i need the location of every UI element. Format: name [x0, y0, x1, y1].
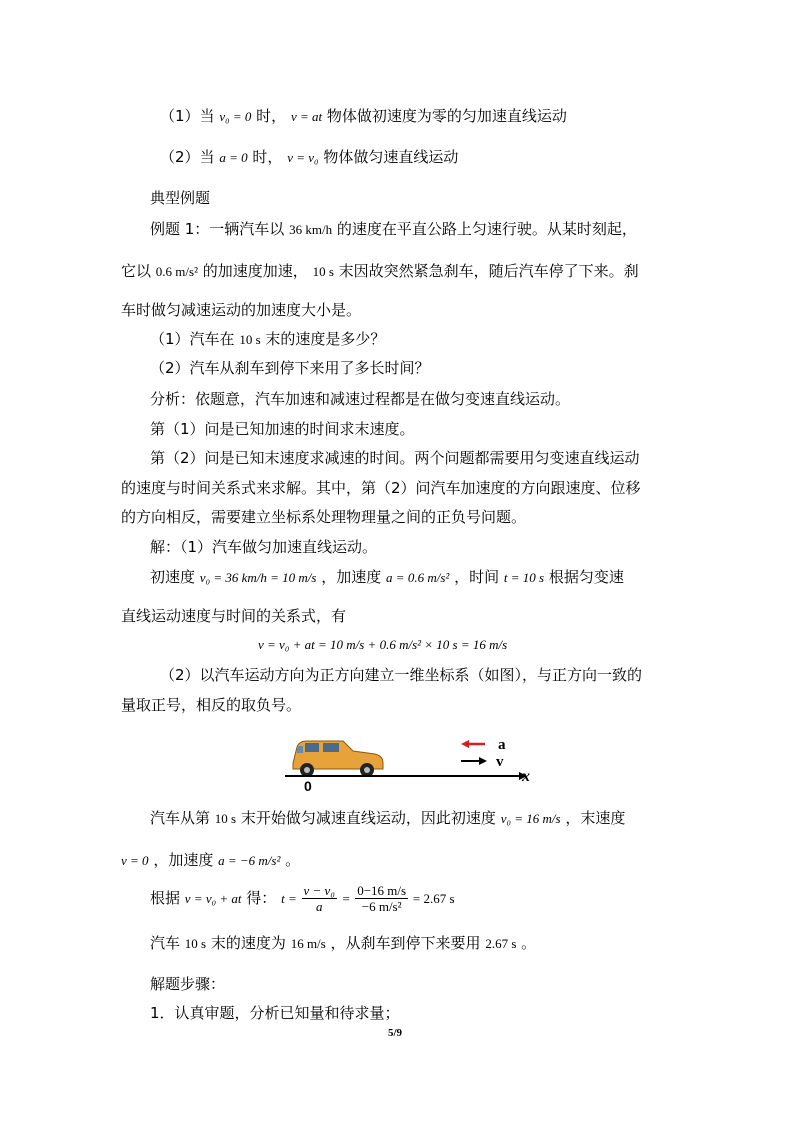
formula: v₀ = 36 km/h = 10 m/s — [199, 570, 317, 585]
formula: v₀ = 0 — [219, 109, 252, 124]
text: 的速度在平直公路上匀速行驶。从某时刻起， — [336, 220, 637, 238]
fraction-2 — [355, 883, 408, 914]
analysis-2: 第（1）问是已知加速的时间求末速度。 — [150, 420, 415, 438]
solution-6 — [150, 808, 625, 829]
coordinate-figure — [283, 733, 533, 791]
solution-5: 量取正号，相反的取负号。 — [121, 696, 302, 714]
formula: v₀ = 16 m/s — [500, 811, 561, 826]
x-axis-label: x — [522, 768, 530, 785]
text: 末因故突然紧急刹车，随后汽车停了下来。刹 — [338, 262, 639, 280]
text: 时， — [256, 107, 287, 125]
value: 10 s — [312, 264, 334, 279]
text: ，末速度 — [565, 809, 626, 827]
text: （1）汽车在 — [150, 330, 235, 348]
text: ，时间 — [454, 568, 500, 586]
numerator: v − v₀ — [303, 883, 335, 898]
solution-9 — [150, 933, 536, 954]
text: 时， — [252, 148, 283, 166]
value: 16 m/s — [290, 936, 326, 951]
text: 末的速度是多少？ — [265, 330, 386, 348]
velocity-label: v — [496, 754, 504, 770]
text: 。 — [285, 851, 301, 869]
formula: a = 0.6 m/s² — [386, 570, 450, 585]
velocity-arrow-head-icon — [479, 757, 487, 765]
solution-4: （2）以汽车运动方向为正方向建立一维坐标系（如图），与正方向一致的 — [160, 666, 643, 684]
text: 根据匀变速 — [548, 568, 624, 586]
formula: a = 0 — [219, 150, 248, 165]
text: ，加速度 — [153, 851, 214, 869]
text: 得： — [246, 889, 277, 907]
text: 末开始做匀减速直线运动，因此初速度 — [240, 809, 496, 827]
example-line-2 — [121, 261, 639, 282]
numerator: 0−16 m/s — [357, 883, 407, 898]
line-case-1 — [160, 106, 567, 127]
solution-2 — [150, 567, 624, 588]
result: = 2.67 s — [412, 891, 455, 906]
equation-1: v = v₀ + at = 10 m/s + 0.6 m/s² × 10 s = 16 m/s — [258, 637, 508, 652]
step-1: 1．认真审题，分析已知量和待求量； — [150, 1004, 400, 1022]
text: 根据 — [150, 889, 181, 907]
value: 10 s — [214, 811, 237, 826]
steps-title: 解题步骤： — [150, 975, 226, 993]
acceleration-label: a — [498, 737, 506, 753]
example-line-3: 车时做匀减速运动的加速度大小是。 — [121, 301, 362, 319]
text: 物体做匀速直线运动 — [323, 148, 459, 166]
formula: t = 10 s — [503, 570, 545, 585]
solution-1: 解：（1）汽车做匀加速直线运动。 — [150, 538, 378, 556]
page-number: 5/9 — [388, 1027, 403, 1039]
value: 10 s — [239, 332, 261, 347]
formula: v = 0 — [121, 853, 149, 868]
question-2: （2）汽车从刹车到停下来用了多长时间？ — [150, 359, 430, 377]
question-1 — [150, 329, 385, 350]
text: （2）当 — [160, 148, 215, 166]
origin-label: 0 — [304, 778, 312, 791]
text: 的加速度加速， — [202, 262, 308, 280]
analysis-1: 分析：依题意，汽车加速和减速过程都是在做匀变速直线运动。 — [150, 390, 571, 408]
value: 36 km/h — [289, 222, 333, 237]
denominator: a — [315, 899, 323, 914]
text: ，从刹车到停下来要用 — [330, 934, 481, 952]
text: 。 — [521, 934, 537, 952]
line-case-2 — [160, 147, 458, 168]
formula: v = at — [290, 109, 323, 124]
text: ，加速度 — [321, 568, 382, 586]
analysis-4: 的速度与时间关系式来求解。其中，第（2）问汽车加速度的方向跟速度、位移 — [121, 479, 641, 497]
value: 10 s — [184, 936, 207, 951]
analysis-3: 第（2）问是已知末速度求减速的时间。两个问题都需要用匀变速直线运动 — [150, 449, 640, 467]
denominator: −6 m/s² — [361, 899, 402, 914]
fraction-1 — [302, 883, 337, 914]
text: 它以 — [121, 262, 152, 280]
formula: v = v₀ + at — [184, 891, 242, 906]
value: 0.6 m/s² — [155, 264, 198, 279]
value: 2.67 s — [485, 936, 517, 951]
analysis-5: 的方向相反，需要建立坐标系处理物理量之间的正负号问题。 — [121, 508, 527, 526]
solution-7 — [121, 850, 300, 871]
section-heading: 典型例题 — [150, 189, 211, 207]
text: 物体做初速度为零的匀加速直线运动 — [326, 107, 567, 125]
car-icon — [293, 741, 383, 777]
acceleration-arrow-head-icon — [461, 740, 469, 748]
solution-8: 根据 v = v₀ + at 得： t = $\frac{\text{v − v₀}}{a}$ = $\frac{0-16 m/s}{\text{−6 m/s²}}$ = 2.67 s — [150, 883, 455, 914]
text: 汽车 — [150, 934, 181, 952]
text: 例题 1：一辆汽车以 — [150, 220, 285, 238]
text: （1）当 — [160, 107, 215, 125]
solution-3: 直线运动速度与时间的关系式，有 — [121, 607, 347, 625]
text: 初速度 — [150, 568, 196, 586]
formula: t = — [281, 891, 297, 906]
formula: v = v₀ — [287, 150, 319, 165]
text: 末的速度为 — [210, 934, 286, 952]
text: 汽车从第 — [150, 809, 211, 827]
example-line-1 — [150, 219, 637, 240]
formula: a = −6 m/s² — [218, 853, 281, 868]
